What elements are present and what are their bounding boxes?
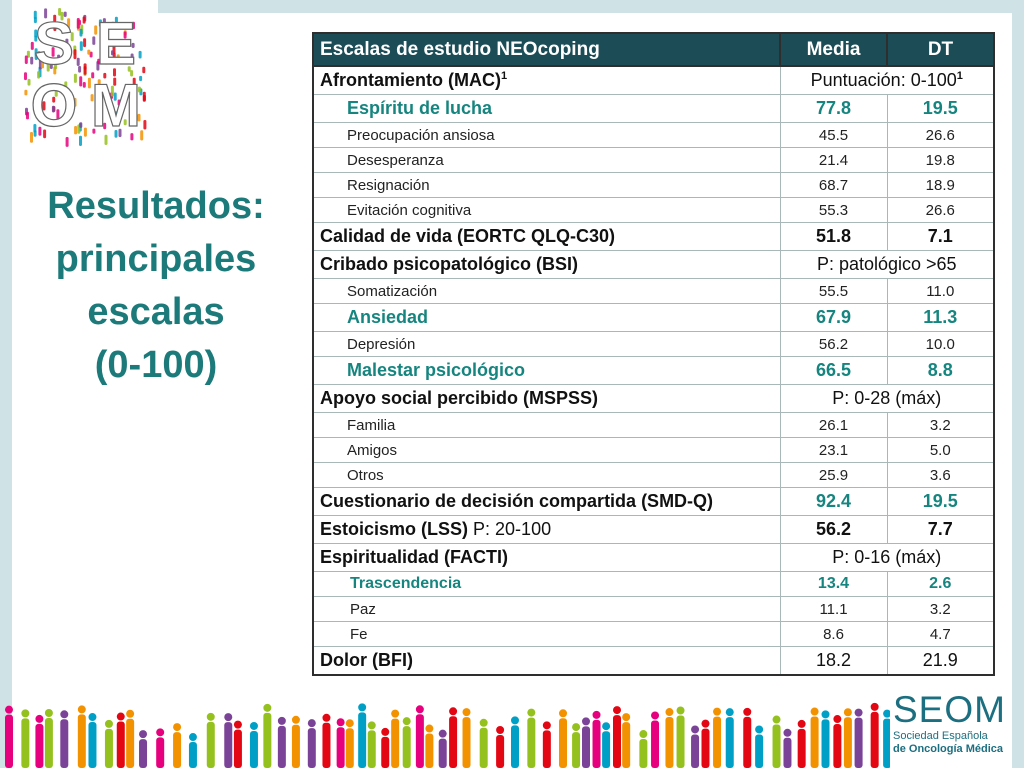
table-row	[313, 438, 994, 463]
logo-figure	[143, 95, 146, 101]
row-sd: 11.3	[887, 304, 994, 332]
logo-letter: M	[91, 72, 141, 139]
crowd-person	[602, 722, 610, 768]
crowd-person	[346, 719, 354, 768]
crowd-person	[844, 708, 852, 768]
crowd-person	[622, 713, 630, 768]
logo-figure	[25, 56, 28, 65]
crowd-person	[463, 708, 471, 768]
crowd-person	[613, 706, 621, 768]
logo-figure	[139, 51, 142, 59]
row-mean: 77.8	[780, 95, 887, 123]
crowd-person	[21, 709, 29, 768]
row-mean: 56.2	[780, 516, 887, 544]
crowd-person	[572, 723, 580, 768]
crowd-person	[726, 708, 734, 768]
row-mean: 55.5	[780, 279, 887, 304]
row-sd: 11.0	[887, 279, 994, 304]
row-label: Preocupación ansiosa	[313, 123, 780, 148]
row-sd: 3.6	[887, 463, 994, 488]
crowd-person	[439, 730, 447, 768]
table-row	[313, 332, 994, 357]
row-sd: 8.8	[887, 357, 994, 385]
crowd-person	[381, 728, 389, 768]
table-row	[313, 148, 994, 173]
slide-title	[30, 180, 282, 392]
crowd-person	[416, 705, 424, 768]
crowd-person	[449, 707, 457, 768]
row-sd: 21.9	[887, 647, 994, 676]
logo-figure	[24, 90, 27, 96]
row-sd: 26.6	[887, 198, 994, 223]
row-label-text: Estoicismo (LSS)	[320, 519, 469, 539]
row-label: Dolor (BFI)	[313, 647, 780, 676]
logo-figure	[83, 38, 86, 47]
crowd-person	[224, 713, 232, 768]
table-row	[313, 251, 994, 279]
row-sd: 7.7	[887, 516, 994, 544]
crowd-person	[593, 711, 601, 768]
logo-figure	[24, 72, 27, 80]
row-mean: 55.3	[780, 198, 887, 223]
crowd-person	[755, 725, 763, 768]
footnote-mark: 1	[500, 70, 508, 82]
crowd-illustration	[0, 694, 890, 768]
seom-subtitle-line2: de Oncología Médica	[893, 743, 1004, 755]
row-range: P: 0-16 (máx)	[780, 544, 994, 572]
logo-figure	[80, 41, 83, 51]
logo-figure	[79, 76, 82, 86]
row-label: Cuestionario de decisión compartida (SMD-Q)	[313, 488, 780, 516]
crowd-person	[480, 719, 488, 768]
row-mean: 92.4	[780, 488, 887, 516]
table-row	[313, 488, 994, 516]
crowd-person	[234, 721, 242, 768]
logo-figure	[92, 36, 95, 45]
seom-crowd-logo-graphic	[24, 8, 152, 148]
crowd-person	[691, 725, 699, 768]
row-mean: 21.4	[780, 148, 887, 173]
table-row	[313, 357, 994, 385]
row-sd: 19.5	[887, 95, 994, 123]
crowd-person	[207, 713, 215, 768]
row-sd: 5.0	[887, 438, 994, 463]
right-frame-bar	[1012, 0, 1024, 768]
crowd-person	[126, 710, 134, 768]
seom-footer-logo	[893, 690, 1013, 762]
crowd-person	[701, 720, 709, 768]
logo-figure	[143, 120, 146, 130]
logo-figure	[142, 67, 145, 73]
logo-figure	[84, 128, 87, 137]
row-label: Espíritu de lucha	[313, 95, 780, 123]
crowd-person	[713, 708, 721, 768]
logo-letter: E	[95, 10, 137, 77]
seom-wordmark: SEOM	[893, 689, 1006, 730]
top-frame-bar	[158, 0, 1024, 13]
crowd-person	[855, 709, 863, 768]
table-row	[313, 572, 994, 597]
row-label: Otros	[313, 463, 780, 488]
crowd-person	[250, 722, 258, 768]
row-label: Somatización	[313, 279, 780, 304]
crowd-person	[773, 716, 781, 768]
row-mean: 13.4	[780, 572, 887, 597]
logo-figure	[30, 57, 33, 65]
logo-figure	[83, 82, 86, 88]
row-mean: 68.7	[780, 173, 887, 198]
row-label: Malestar psicológico	[313, 357, 780, 385]
crowd-person	[391, 710, 399, 768]
logo-figure	[77, 18, 80, 29]
crowd-person	[883, 710, 890, 768]
logo-figure	[26, 112, 29, 120]
seom-subtitle-line1: Sociedad Española	[893, 730, 988, 742]
row-label: Trascendencia	[313, 572, 780, 597]
row-label: Evitación cognitiva	[313, 198, 780, 223]
row-mean: 56.2	[780, 332, 887, 357]
row-sd: 3.2	[887, 597, 994, 622]
row-mean: 23.1	[780, 438, 887, 463]
logo-figure	[79, 136, 82, 146]
row-mean: 26.1	[780, 413, 887, 438]
table-row	[313, 66, 994, 95]
crowd-person	[60, 710, 68, 768]
crowd-person	[117, 713, 125, 768]
row-mean: 18.2	[780, 647, 887, 676]
range-text: Puntuación: 0-100	[810, 70, 957, 90]
row-sd: 4.7	[887, 622, 994, 647]
row-label: Desesperanza	[313, 148, 780, 173]
crowd-person	[639, 730, 647, 768]
crowd-person	[156, 728, 164, 768]
row-mean: 66.5	[780, 357, 887, 385]
row-sd: 19.5	[887, 488, 994, 516]
crowd-person	[527, 709, 535, 768]
crowd-person	[543, 721, 551, 768]
table-header-row	[313, 33, 994, 66]
table-row	[313, 95, 994, 123]
header-scale: Escalas de estudio NEOcoping	[313, 33, 780, 66]
row-mean: 51.8	[780, 223, 887, 251]
logo-figure	[87, 50, 90, 55]
crowd-person	[308, 719, 316, 768]
crowd-person	[278, 717, 286, 768]
title-line: Resultados:	[47, 185, 265, 227]
crowd-person	[677, 706, 685, 768]
row-label: Apoyo social percibido (MSPSS)	[313, 385, 780, 413]
row-sd: 26.6	[887, 123, 994, 148]
crowd-graphic	[0, 694, 890, 768]
seom-crowd-logo	[24, 8, 152, 148]
crowd-person	[651, 711, 659, 768]
crowd-person	[871, 703, 879, 768]
row-label: Calidad de vida (EORTC QLQ-C30)	[313, 223, 780, 251]
title-line: (0-100)	[94, 344, 218, 386]
crowd-person	[35, 715, 43, 768]
logo-figure	[77, 58, 80, 66]
crowd-person	[368, 721, 376, 768]
row-label: Resignación	[313, 173, 780, 198]
logo-figure	[83, 17, 86, 24]
row-range: P: 0-28 (máx)	[780, 385, 994, 413]
scales-table	[312, 32, 995, 676]
row-range	[780, 66, 994, 95]
crowd-person	[78, 705, 86, 768]
header-mean: Media	[780, 33, 887, 66]
table-row	[313, 173, 994, 198]
logo-letter: S	[33, 10, 75, 77]
row-mean: 67.9	[780, 304, 887, 332]
row-mean: 45.5	[780, 123, 887, 148]
table-row	[313, 516, 994, 544]
row-label: Familia	[313, 413, 780, 438]
logo-figure	[80, 29, 83, 37]
row-label: Espiritualidad (FACTI)	[313, 544, 780, 572]
row-sd: 18.9	[887, 173, 994, 198]
crowd-person	[45, 709, 53, 768]
row-label: Paz	[313, 597, 780, 622]
table-row	[313, 413, 994, 438]
crowd-person	[173, 723, 181, 768]
header-sd: DT	[887, 33, 994, 66]
table-row	[313, 223, 994, 251]
crowd-person	[811, 708, 819, 768]
crowd-person	[88, 713, 96, 768]
crowd-person	[665, 708, 673, 768]
row-label	[313, 66, 780, 95]
row-sd: 3.2	[887, 413, 994, 438]
scales-table-container	[312, 32, 993, 676]
crowd-person	[263, 704, 271, 768]
logo-figure	[79, 122, 82, 128]
crowd-person	[511, 716, 519, 768]
crowd-person	[798, 720, 806, 768]
crowd-person	[783, 729, 791, 768]
crowd-person	[105, 720, 113, 768]
row-label-range: P: 20-100	[468, 519, 552, 539]
logo-figure	[84, 67, 87, 75]
table-row	[313, 279, 994, 304]
crowd-person	[559, 709, 567, 768]
logo-letter: O	[30, 72, 78, 139]
crowd-person	[358, 703, 366, 768]
row-label	[313, 516, 780, 544]
table-row	[313, 597, 994, 622]
crowd-person	[292, 716, 300, 768]
row-mean: 25.9	[780, 463, 887, 488]
crowd-person	[189, 733, 197, 768]
table-row	[313, 647, 994, 676]
table-row	[313, 123, 994, 148]
crowd-person	[496, 726, 504, 768]
row-label: Depresión	[313, 332, 780, 357]
row-range: P: patológico >65	[780, 251, 994, 279]
row-label: Cribado psicopatológico (BSI)	[313, 251, 780, 279]
title-line: principales	[55, 238, 257, 280]
row-label: Fe	[313, 622, 780, 647]
table-row	[313, 304, 994, 332]
row-sd: 2.6	[887, 572, 994, 597]
table-row	[313, 198, 994, 223]
left-frame-bar	[0, 0, 12, 768]
row-sd: 19.8	[887, 148, 994, 173]
row-mean: 8.6	[780, 622, 887, 647]
crowd-person	[425, 725, 433, 768]
row-sd: 7.1	[887, 223, 994, 251]
crowd-person	[582, 717, 590, 768]
crowd-person	[5, 706, 13, 768]
crowd-person	[403, 717, 411, 768]
table-row	[313, 622, 994, 647]
crowd-person	[743, 708, 751, 768]
row-label: Ansiedad	[313, 304, 780, 332]
crowd-person	[833, 715, 841, 768]
row-mean: 11.1	[780, 597, 887, 622]
crowd-person	[337, 718, 345, 768]
title-line: escalas	[87, 291, 225, 333]
row-label-text: Afrontamiento (MAC)	[320, 70, 501, 90]
footnote-mark: 1	[956, 70, 963, 82]
logo-figure	[78, 66, 81, 73]
table-row	[313, 385, 994, 413]
table-row	[313, 463, 994, 488]
crowd-person	[322, 714, 330, 768]
crowd-person	[139, 730, 147, 768]
table-row	[313, 544, 994, 572]
row-sd: 10.0	[887, 332, 994, 357]
crowd-person	[822, 710, 830, 768]
row-label: Amigos	[313, 438, 780, 463]
